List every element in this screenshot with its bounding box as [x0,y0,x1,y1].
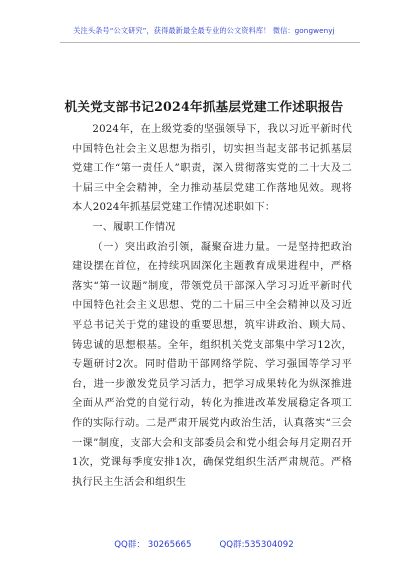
intro-paragraph: 2024年，在上级党委的坚强领导下，我以习近平新时代中国特色社会主义思想为指引，切实担当起支部书记抓基层党建工作“第一责任人”职责，深入贯彻落实党的二十大及二十届三中全会精神，全力推动基层党建工作落地见效。现将本人2024年抓基层党建工作情况述职如下： [72,124,352,214]
header-divider [60,42,360,43]
header-banner: 关注头条号“公文研究”，获得最新最全最专业的公文资料库！ 微信：gongwenyj [73,26,335,35]
document-title: 机关党支部书记2024年抓基层党建工作述职报告 [64,99,344,114]
section-heading: 一、履职工作情况 [92,221,176,233]
footer [0,538,408,550]
document-body [72,120,352,492]
footer-qq-group-1: QQ群： 30265665 [114,540,192,550]
footer-qq-group-2: QQ群:535304092 [219,540,294,550]
section-paragraph: （一）突出政治引领，凝聚奋进力量。一是坚持把政治建设摆在首位，在持续巩固深化主题教育成果进程中，严格落实“第一议题”制度，带领党员干部深入学习习近平新时代中国特色社会主义思想、党的二十届三中全会精神以及习近平总书记关于党的建设的重要思想，筑牢讲政治、顾大局、铸忠诚的思想根基。全年，组织机关党支部集中学习12次，专题研讨2次。同时借助干部网络学院、学习强国等学习平台，进一步激发党员学习活力，把学习成果转化为纵深推进全面从严治党的自觉行动，转化为推进改革发展稳定各项工作的实际行动。二是严肃开展党内政治生活，认真落实“三会一课”制度，支部大会和支部委员会和党小组会每月定期召开1次，党课每季度安排1次，确保党组织生活严肃规范。严格执行民主生活会和组织生 [72,241,352,488]
